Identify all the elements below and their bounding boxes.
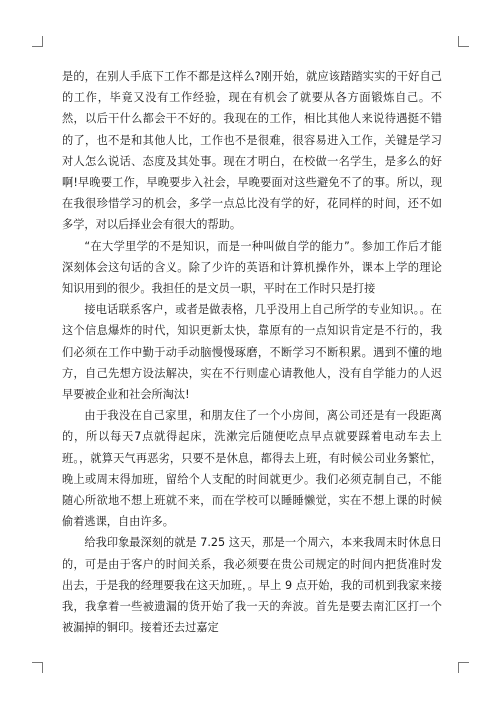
document-body — [62, 66, 442, 638]
paragraph-4: 由于我没在自己家里，和朋友住了一个小房间，离公司还是有一段距离的，所以每天7点就得起床，洗漱完后随便吃点早点就要踩着电动车去上班。，就算天气再恶劣，只要不是休息，都得去上班，有时候公司业务繁忙，晚上或周末得加班，留给个人支配的时间就更少。我们必须克制自己，不能随心所欲地不想上班就不来，而在学校可以睡睡懒觉，实在不想上课的时候偷着逃课，自由许多。 — [62, 409, 442, 529]
paragraph-2: “在大学里学的不是知识，而是一种叫做自学的能力”。参加工作后才能深刻体会这句话的含义。除了少许的英语和计算机操作外，课本上学的理论知识用到的很少。我担任的是文员一职，平时在工作时只是打接 — [62, 239, 442, 296]
crop-mark-bottom-left — [32, 662, 43, 673]
crop-mark-top-left — [32, 36, 43, 47]
paragraph-3: 接电话联系客户，或者是做表格，几乎没用上自己所学的专业知识。。在这个信息爆炸的时代，知识更新太快，靠原有的一点知识肯定是不行的，我们必须在工作中勤于动手动脑慢慢琢磨，不断学习不断积累。遇到不懂的地方，自己先想方设法解决，实在不行则虚心请教他人，没有自学能力的人迟早要被企业和社会所淘汰! — [62, 303, 442, 402]
paragraph-5: 给我印象最深刻的就是 7.25 这天，那是一个周六，本来我周末时休息日的，可是由于客户的时间关系，我必须要在贵公司规定的时间内把货准时发出去，于是我的经理要我在这天加班，。早上 9 点开始，我的司机到我家来接我，我拿着一些被遗漏的货开始了我一天的奔波。首先是要去南汇区打一个被漏掉的铜印。接着还去过嘉定 — [62, 536, 442, 635]
paragraph-1: 是的，在别人手底下工作不都是这样么?刚开始，就应该踏踏实实的干好自己的工作，毕竟又没有工作经验，现在有机会了就要从各方面锻炼自己。不然，以后干什么都会干不好的。我现在的工作，相比其他人来说待遇挺不错的了，也不是和其他人比，工作也不是很难，很容易进入工作，关键是学习对人怎么说话、态度及其处事。现在才明白，在校做一名学生，是多么的好啊!早晚要工作，早晚要步入社会，早晚要面对这些避免不了的事。所以，现在我很珍惜学习的机会，多学一点总比没有学的好，花同样的时间，还不如多学，对以后择业会有很大的帮助。 — [62, 70, 442, 232]
crop-mark-bottom-right — [458, 662, 469, 673]
crop-mark-top-right — [458, 36, 469, 47]
